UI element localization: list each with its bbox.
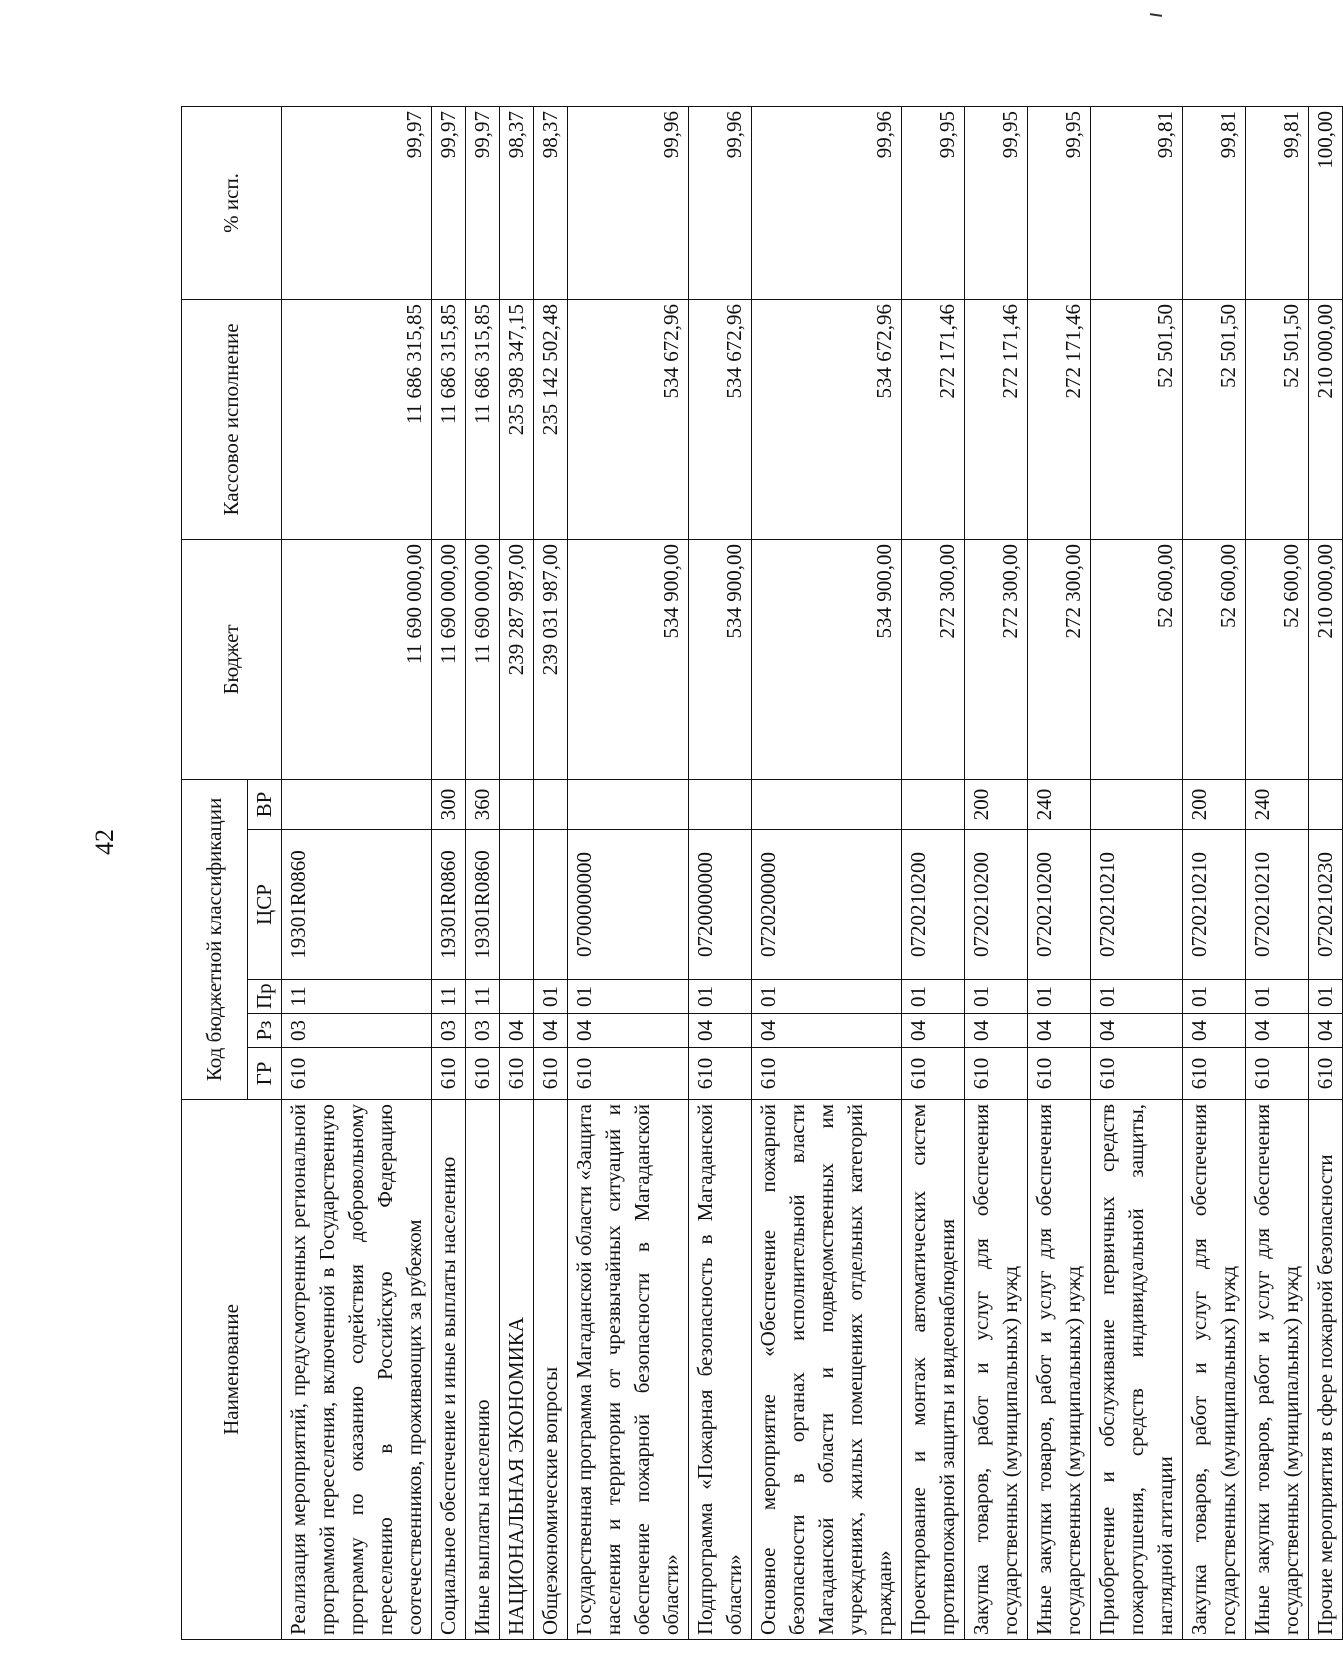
table-row xyxy=(1183,106,1246,1639)
cell-vr: 200 xyxy=(965,779,1028,829)
cell-name: Общеэкономические вопросы xyxy=(534,1100,568,1640)
cell-gr: 610 xyxy=(466,1048,500,1100)
header-vr: ВР xyxy=(248,779,282,829)
cell-budget: 534 900,00 xyxy=(568,539,689,779)
table-row xyxy=(752,106,902,1639)
cell-name: Государственная программа Магаданской области «Защита населения и территории от чрезвычайных ситуаций и обеспечение пожарной безопасности в Магаданской области» xyxy=(568,1100,689,1640)
cell-rz: 04 xyxy=(965,1014,1028,1048)
cell-csr: 0720210210 xyxy=(1246,830,1309,980)
cell-percent: 98,37 xyxy=(500,106,534,299)
cell-budget: 11 690 000,00 xyxy=(432,539,466,779)
header-budget: Бюджет xyxy=(182,539,282,779)
cell-budget: 210 000,00 xyxy=(1309,539,1343,779)
cell-name: Иные выплаты населению xyxy=(466,1100,500,1640)
cell-gr: 610 xyxy=(1091,1048,1183,1100)
table-row xyxy=(500,106,534,1639)
cell-budget: 11 690 000,00 xyxy=(282,539,432,779)
table-row xyxy=(689,106,752,1639)
cell-gr: 610 xyxy=(282,1048,432,1100)
cell-name: Прочие мероприятия в сфере пожарной безопасности xyxy=(1309,1100,1343,1640)
rotated-table-wrapper xyxy=(181,107,1337,1640)
cell-vr xyxy=(282,779,432,829)
header-rz: Рз xyxy=(248,1014,282,1048)
cell-cash: 272 171,46 xyxy=(1028,299,1091,539)
cell-gr: 610 xyxy=(752,1048,902,1100)
cell-budget: 11 690 000,00 xyxy=(466,539,500,779)
cell-pr: 01 xyxy=(689,980,752,1014)
cell-gr: 610 xyxy=(432,1048,466,1100)
table-row xyxy=(965,106,1028,1639)
cell-name: Социальное обеспечение и иные выплаты населению xyxy=(432,1100,466,1640)
cell-vr: 300 xyxy=(432,779,466,829)
cell-vr xyxy=(902,779,965,829)
table-row xyxy=(282,106,432,1639)
cell-cash: 52 501,50 xyxy=(1246,299,1309,539)
cell-vr xyxy=(500,779,534,829)
cell-cash: 11 686 315,85 xyxy=(432,299,466,539)
cell-rz: 04 xyxy=(500,1014,534,1048)
cell-pr: 11 xyxy=(466,980,500,1014)
cell-csr: 0720210210 xyxy=(1183,830,1246,980)
cell-gr: 610 xyxy=(534,1048,568,1100)
cell-pr: 01 xyxy=(752,980,902,1014)
cell-csr xyxy=(500,830,534,980)
cell-rz: 04 xyxy=(1309,1014,1343,1048)
cell-csr: 0720200000 xyxy=(752,830,902,980)
cell-rz: 04 xyxy=(1091,1014,1183,1048)
cell-csr: 0700000000 xyxy=(568,830,689,980)
cell-percent: 99,95 xyxy=(902,106,965,299)
page-number: 42 xyxy=(90,829,119,855)
header-csr: ЦСР xyxy=(248,830,282,980)
cell-csr: 0720000000 xyxy=(689,830,752,980)
cell-name: Приобретение и обслуживание первичных средств пожаротушения, средств индивидуальной защиты, наглядной агитации xyxy=(1091,1100,1183,1640)
cell-csr: 0720210210 xyxy=(1091,830,1183,980)
cell-pr: 11 xyxy=(432,980,466,1014)
cell-budget: 52 600,00 xyxy=(1183,539,1246,779)
cell-percent: 99,96 xyxy=(689,106,752,299)
cell-percent: 99,81 xyxy=(1183,106,1246,299)
cell-percent: 99,81 xyxy=(1091,106,1183,299)
margin-mark xyxy=(1150,13,1162,17)
cell-budget: 534 900,00 xyxy=(689,539,752,779)
cell-budget: 272 300,00 xyxy=(1028,539,1091,779)
cell-budget: 272 300,00 xyxy=(965,539,1028,779)
cell-cash: 11 686 315,85 xyxy=(466,299,500,539)
cell-cash: 235 142 502,48 xyxy=(534,299,568,539)
cell-cash: 272 171,46 xyxy=(965,299,1028,539)
cell-gr: 610 xyxy=(568,1048,689,1100)
cell-rz: 03 xyxy=(466,1014,500,1048)
header-pr: Пр xyxy=(248,980,282,1014)
cell-percent: 99,97 xyxy=(466,106,500,299)
table-row xyxy=(902,106,965,1639)
cell-rz: 03 xyxy=(282,1014,432,1048)
cell-pr: 01 xyxy=(902,980,965,1014)
header-cash: Кассовое исполнение xyxy=(182,299,282,539)
cell-percent: 99,97 xyxy=(282,106,432,299)
cell-gr: 610 xyxy=(689,1048,752,1100)
budget-table xyxy=(181,106,1343,1640)
cell-budget: 52 600,00 xyxy=(1091,539,1183,779)
cell-csr: 0720210200 xyxy=(902,830,965,980)
cell-cash: 534 672,96 xyxy=(752,299,902,539)
cell-rz: 04 xyxy=(752,1014,902,1048)
cell-vr xyxy=(534,779,568,829)
table-row xyxy=(432,106,466,1639)
cell-pr: 01 xyxy=(568,980,689,1014)
cell-percent: 100,00 xyxy=(1309,106,1343,299)
cell-budget: 534 900,00 xyxy=(752,539,902,779)
cell-gr: 610 xyxy=(1183,1048,1246,1100)
cell-cash: 272 171,46 xyxy=(902,299,965,539)
cell-percent: 99,97 xyxy=(432,106,466,299)
header-name: Наименование xyxy=(182,1100,282,1640)
cell-name: Иные закупки товаров, работ и услуг для обеспечения государственных (муниципальных) нужд xyxy=(1246,1100,1309,1640)
cell-rz: 04 xyxy=(568,1014,689,1048)
cell-rz: 04 xyxy=(689,1014,752,1048)
cell-vr xyxy=(568,779,689,829)
cell-name: Реализация мероприятий, предусмотренных региональной программой переселения, включенной в Государственную программу по оказанию содействия добровольному переселению в Российскую Федерацию соотечественников, проживающих за рубежом xyxy=(282,1100,432,1640)
cell-pr: 01 xyxy=(534,980,568,1014)
cell-vr: 240 xyxy=(1028,779,1091,829)
cell-vr xyxy=(1091,779,1183,829)
cell-rz: 04 xyxy=(1028,1014,1091,1048)
table-row xyxy=(466,106,500,1639)
cell-gr: 610 xyxy=(902,1048,965,1100)
cell-name: Проектирование и монтаж автоматических систем противопожарной защиты и видеонаблюдения xyxy=(902,1100,965,1640)
table-row xyxy=(568,106,689,1639)
cell-csr: 19301R0860 xyxy=(466,830,500,980)
table-row xyxy=(534,106,568,1639)
cell-pr: 01 xyxy=(1246,980,1309,1014)
cell-vr xyxy=(1309,779,1343,829)
cell-cash: 534 672,96 xyxy=(568,299,689,539)
cell-gr: 610 xyxy=(1246,1048,1309,1100)
cell-budget: 239 287 987,00 xyxy=(500,539,534,779)
cell-name: Подпрограмма «Пожарная безопасность в Магаданской области» xyxy=(689,1100,752,1640)
header-percent: % исп. xyxy=(182,106,282,299)
cell-vr: 200 xyxy=(1183,779,1246,829)
cell-gr: 610 xyxy=(1309,1048,1343,1100)
table-row xyxy=(1028,106,1091,1639)
cell-csr: 0720210200 xyxy=(1028,830,1091,980)
cell-csr: 0720210200 xyxy=(965,830,1028,980)
cell-name: Закупка товаров, работ и услуг для обеспечения государственных (муниципальных) нужд xyxy=(1183,1100,1246,1640)
cell-name: Закупка товаров, работ и услуг для обеспечения государственных (муниципальных) нужд xyxy=(965,1100,1028,1640)
cell-cash: 534 672,96 xyxy=(689,299,752,539)
cell-cash: 52 501,50 xyxy=(1183,299,1246,539)
cell-pr: 11 xyxy=(282,980,432,1014)
cell-vr: 360 xyxy=(466,779,500,829)
table-header xyxy=(182,106,282,1639)
cell-csr xyxy=(534,830,568,980)
cell-pr: 01 xyxy=(1183,980,1246,1014)
cell-pr: 01 xyxy=(1309,980,1343,1014)
cell-rz: 04 xyxy=(902,1014,965,1048)
cell-pr: 01 xyxy=(965,980,1028,1014)
cell-gr: 610 xyxy=(1028,1048,1091,1100)
cell-pr: 01 xyxy=(1028,980,1091,1014)
cell-cash: 235 398 347,15 xyxy=(500,299,534,539)
cell-gr: 610 xyxy=(965,1048,1028,1100)
cell-percent: 99,96 xyxy=(568,106,689,299)
cell-csr: 19301R0860 xyxy=(432,830,466,980)
table-body xyxy=(282,106,1343,1639)
cell-percent: 99,95 xyxy=(965,106,1028,299)
cell-budget: 52 600,00 xyxy=(1246,539,1309,779)
cell-name: НАЦИОНАЛЬНАЯ ЭКОНОМИКА xyxy=(500,1100,534,1640)
table-row xyxy=(1091,106,1183,1639)
cell-percent: 99,96 xyxy=(752,106,902,299)
cell-csr: 19301R0860 xyxy=(282,830,432,980)
cell-percent: 98,37 xyxy=(534,106,568,299)
cell-vr: 240 xyxy=(1246,779,1309,829)
cell-pr: 01 xyxy=(1091,980,1183,1014)
cell-rz: 04 xyxy=(534,1014,568,1048)
table-row xyxy=(1246,106,1309,1639)
cell-gr: 610 xyxy=(500,1048,534,1100)
cell-percent: 99,81 xyxy=(1246,106,1309,299)
cell-vr xyxy=(752,779,902,829)
table-row xyxy=(1309,106,1343,1639)
cell-rz: 04 xyxy=(1183,1014,1246,1048)
cell-percent: 99,95 xyxy=(1028,106,1091,299)
cell-budget: 239 031 987,00 xyxy=(534,539,568,779)
cell-budget: 272 300,00 xyxy=(902,539,965,779)
header-gr: ГР xyxy=(248,1048,282,1100)
cell-cash: 210 000,00 xyxy=(1309,299,1343,539)
cell-name: Основное мероприятие «Обеспечение пожарной безопасности в органах исполнительной власти Магаданской области и подведомственных им учреждениях, жилых помещениях отдельных категорий граждан» xyxy=(752,1100,902,1640)
cell-csr: 0720210230 xyxy=(1309,830,1343,980)
cell-cash: 11 686 315,85 xyxy=(282,299,432,539)
cell-vr xyxy=(689,779,752,829)
cell-name: Иные закупки товаров, работ и услуг для обеспечения государственных (муниципальных) нужд xyxy=(1028,1100,1091,1640)
header-code-group: Код бюджетной классификации xyxy=(182,779,248,1099)
cell-pr xyxy=(500,980,534,1014)
cell-cash: 52 501,50 xyxy=(1091,299,1183,539)
cell-rz: 04 xyxy=(1246,1014,1309,1048)
cell-rz: 03 xyxy=(432,1014,466,1048)
